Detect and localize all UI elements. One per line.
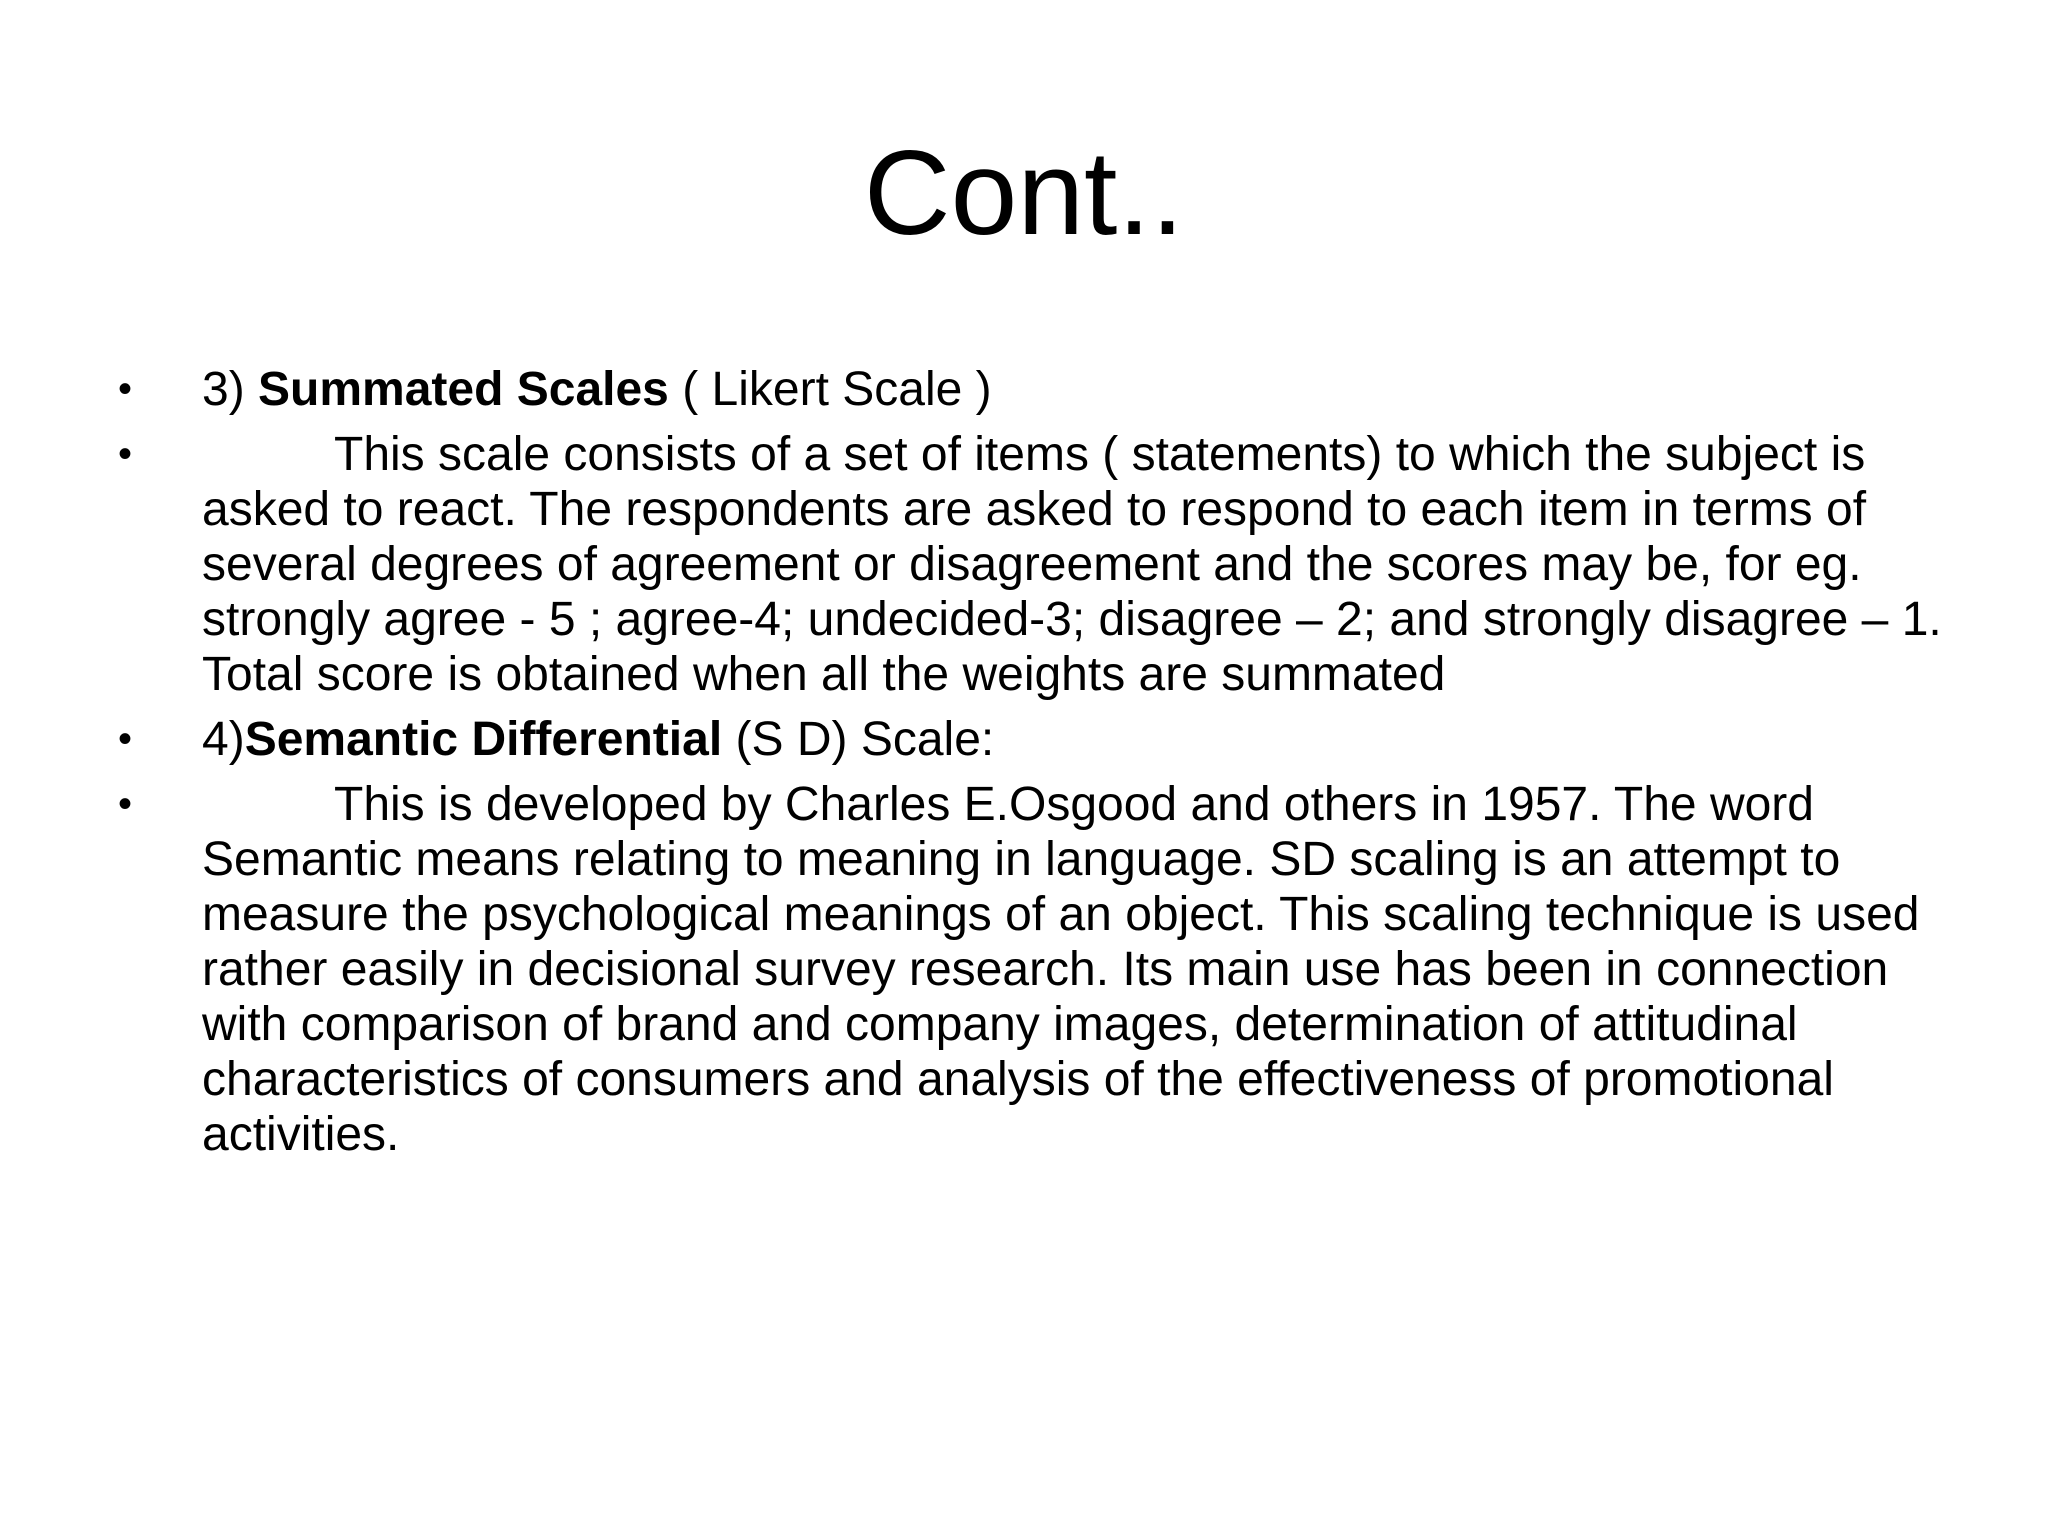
- item-suffix: ( Likert Scale ): [668, 363, 992, 416]
- bullet-icon: •: [118, 717, 133, 761]
- bullet-icon: •: [118, 367, 133, 411]
- list-item-semantic-differential-description: [118, 777, 1948, 1162]
- slide-title: Cont..: [863, 126, 1185, 260]
- item-text: This is developed by Charles E.Osgood and others in 1957. The word Semantic means relating to meaning in language. SD scaling is an attempt to measure the psychological meanings of an object. This scaling technique is used rather easily in decisional survey research. Its main use has been in connection with comparison of brand and company images, determination of attitudinal characteristics of consumers and analysis of the effectiveness of promotional activities.: [202, 778, 1920, 1161]
- item-text: This scale consists of a set of items ( statements) to which the subject is asked to react. The respondents are asked to respond to each item in terms of several degrees of agreement or disagreement and the scores may be, for eg. strongly agree - 5 ; agree-4; undecided-3; disagree – 2; and strongly disagree – 1. Total score is obtained when all the weights are summated: [202, 428, 1942, 701]
- item-prefix: 3): [202, 363, 259, 416]
- list-item-summated-scales-heading: [118, 362, 1948, 417]
- bullet-icon: •: [118, 782, 133, 826]
- bullet-list: [118, 362, 1948, 1172]
- item-bold-term: Semantic Differential: [244, 713, 723, 766]
- list-item-semantic-differential-heading: [118, 712, 1948, 767]
- item-prefix: 4): [202, 713, 245, 766]
- item-suffix: (S D) Scale:: [722, 713, 995, 766]
- item-bold-term: Summated Scales: [258, 363, 669, 416]
- list-item-summated-scales-description: [118, 427, 1948, 702]
- bullet-icon: •: [118, 432, 133, 476]
